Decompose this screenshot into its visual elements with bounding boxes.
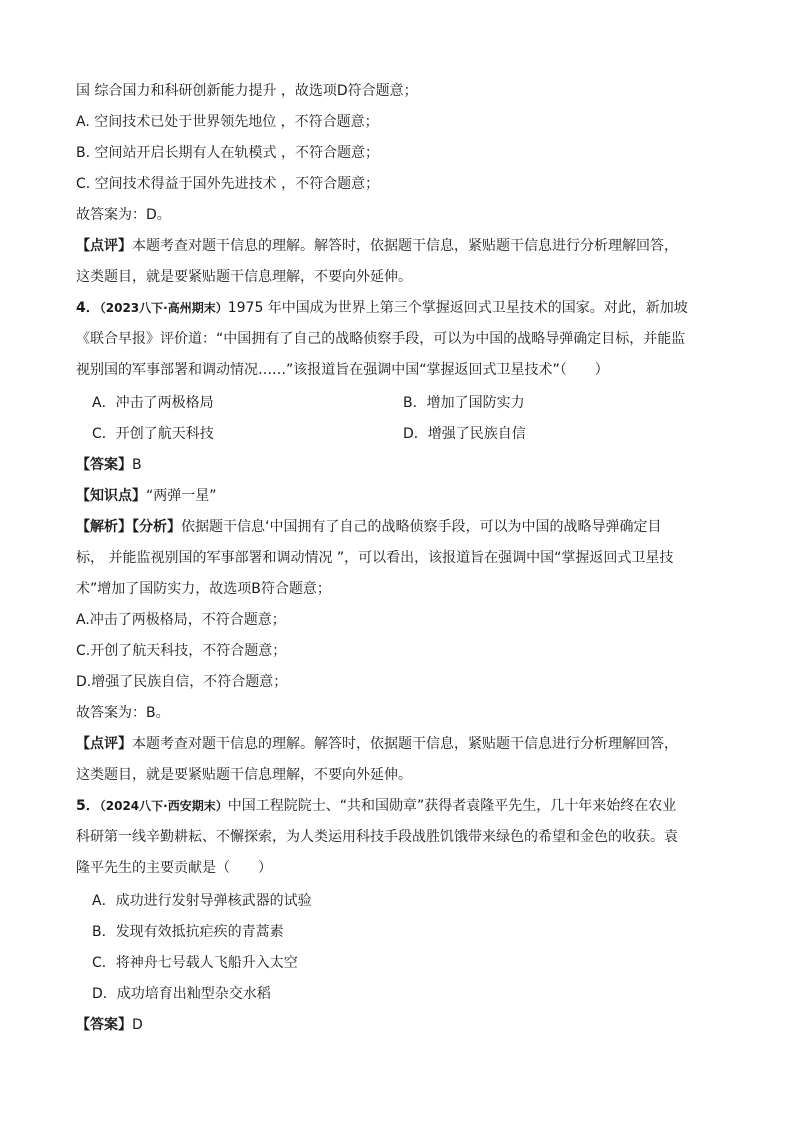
text-line: 故答案为：B。 bbox=[76, 705, 170, 721]
text-line: 术”增加了国防实力，故选项B符合题意； bbox=[76, 581, 331, 597]
question-source: （2023八下·高州期末） bbox=[99, 301, 228, 315]
comment: 【点评】本题考查对题干信息的理解。解答时，依据题干信息，紧贴题干信息进行分析理解回答， bbox=[76, 736, 678, 752]
text-line: B. 空间站开启长期有人在轨模式 ，不符合题意； bbox=[76, 145, 379, 161]
text-line: 标， 并能监视别国的军事部署和调动情况 ”，可以看出，该报道旨在强调中国“掌握返回式卫星技 bbox=[76, 550, 674, 566]
question-5-stem: 5．（2024八下·西安期末）中国工程院院士、“共和国勋章”获得者袁隆平先生，几十年来始终在农业 bbox=[76, 798, 677, 814]
option-c: C．将神舟七号载人飞船升入太空 bbox=[92, 955, 298, 971]
knowledge-point: 【知识点】“两弹一星” bbox=[76, 488, 217, 504]
text-line: 国 综合国力和科研创新能力提升 ，故选项D符合题意； bbox=[76, 83, 418, 99]
comment-tag: 【点评】 bbox=[76, 238, 132, 254]
question-source: （2024八下·西安期末） bbox=[99, 799, 228, 813]
option-a: A．冲击了两极格局 bbox=[92, 395, 214, 411]
text-line: C.开创了航天科技，不符合题意； bbox=[76, 643, 287, 659]
text-line: 这类题目，就是要紧贴题干信息理解，不要向外延伸。 bbox=[76, 269, 412, 285]
text-line: 这类题目，就是要紧贴题干信息理解，不要向外延伸。 bbox=[76, 767, 412, 783]
option-c: C．开创了航天科技 bbox=[92, 426, 214, 442]
question-number: 4． bbox=[76, 300, 100, 316]
text-line: A. 空间技术已处于世界领先地位 ，不符合题意； bbox=[76, 114, 379, 130]
comment: 【点评】本题考查对题干信息的理解。解答时，依据题干信息，紧贴题干信息进行分析理解回答， bbox=[76, 238, 678, 254]
text-line: 科研第一线辛勤耕耘、不懈探索，为人类运用科技手段战胜饥饿带来绿色的希望和金色的收获。袁 bbox=[76, 829, 678, 845]
question-4-stem: 4．（2023八下·高州期末）1975 年中国成为世界上第三个掌握返回式卫星技术的国家。对此，新加坡 bbox=[76, 300, 688, 316]
analysis: 【解析】【分析】依据题干信息‘中国拥有了自己的战略侦察手段，可以为中国的战略导弹确定目 bbox=[76, 519, 662, 535]
text-line: 故答案为：D。 bbox=[76, 207, 171, 223]
answer: 【答案】D bbox=[76, 1017, 143, 1033]
answer: 【答案】B bbox=[76, 457, 142, 473]
question-number: 5． bbox=[76, 798, 100, 814]
option-a: A．成功进行发射导弹核武器的试验 bbox=[92, 893, 312, 909]
option-b: B．增加了国防实力 bbox=[403, 395, 525, 411]
text-line: C. 空间技术得益于国外先进技术 ，不符合题意； bbox=[76, 176, 380, 192]
text-line: A.冲击了两极格局，不符合题意； bbox=[76, 612, 286, 628]
text-line: 隆平先生的主要贡献是（ ） bbox=[76, 860, 272, 876]
text-line: D.增强了民族自信，不符合题意； bbox=[76, 674, 288, 690]
option-d: D．成功培育出籼型杂交水稻 bbox=[92, 986, 271, 1002]
text-line: 视别国的军事部署和调动情况……”该报道旨在强调中国“掌握返回式卫星技术”（ ） bbox=[76, 362, 609, 378]
option-b: B．发现有效抵抗疟疾的青蒿素 bbox=[92, 924, 284, 940]
text-line: 《联合早报》评价道：“中国拥有了自己的战略侦察手段，可以为中国的战略导弹确定目标，并能监 bbox=[76, 331, 686, 347]
option-d: D．增强了民族自信 bbox=[403, 426, 526, 442]
